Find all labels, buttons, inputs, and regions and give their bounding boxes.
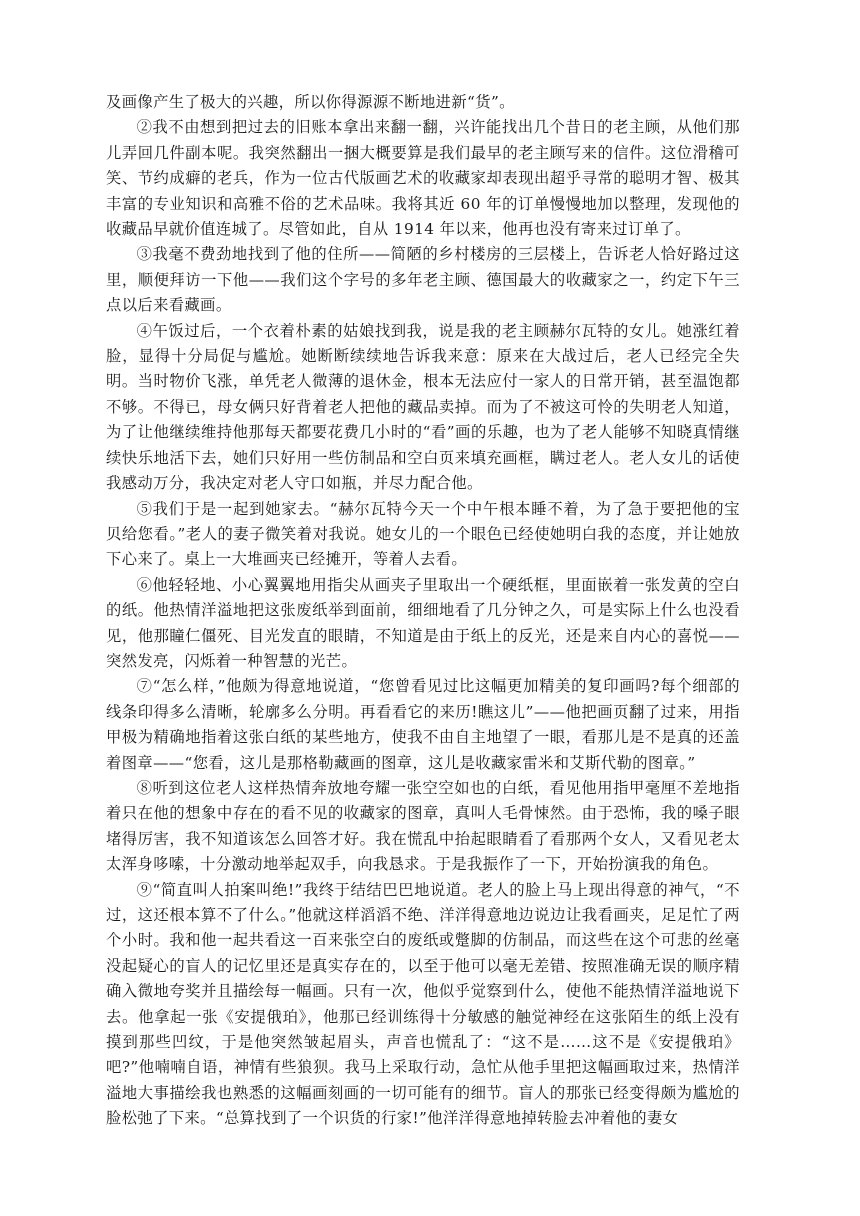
- paragraph-9: ⑨“简直叫人拍案叫绝!”我终于结结巴巴地说道。老人的脸上马上现出得意的神气，“不过，这还根本算不了什么。”他就这样滔滔不绝、洋洋得意地边说边让我看画夹，足足忙了两个小时。我和他一起共看这一百来张空白的废纸或蹩脚的仿制品，而这些在这个可悲的丝毫没起疑心的盲人的记忆里还是真实存在的，以至于他可以毫无差错、按照准确无误的顺序精确入微地夸奖并且描绘每一幅画。只有一次，他似乎觉察到什么，使他不能热情洋溢地说下去。他拿起一张《安提俄珀》，他那已经训练得十分敏感的触觉神经在这张陌生的纸上没有摸到那些凹纹，于是他突然皱起眉头，声音也慌乱了：“这不是……这不是《安提俄珀》吧?”他喃喃自语，神情有些狼狈。我马上采取行动，急忙从他手里把这幅画取过来，热情洋溢地大事描绘我也熟悉的这幅画刻画的一切可能有的细节。盲人的那张已经变得颇为尴尬的脸松弛了下来。“总算找到了一个识货的行家!”他洋洋得意地掉转脸去冲着他的妻女: [106, 880, 740, 1128]
- paragraph-6: ⑥他轻轻地、小心翼翼地用指尖从画夹子里取出一个硬纸框，里面嵌着一张发黄的空白的纸。他热情洋溢地把这张废纸举到面前，细细地看了几分钟之久，可是实际上什么也没看见，他那瞳仁僵死、目光发直的眼睛，不知道是由于纸上的反光，还是来自内心的喜悦——突然发亮，闪烁着一种智慧的光芒。: [106, 575, 740, 670]
- paragraph-8: ⑧听到这位老人这样热情奔放地夸耀一张空空如也的白纸，看见他用指甲毫厘不差地指着只在他的想象中存在的看不见的收藏家的图章，真叫人毛骨悚然。由于恐怖，我的嗓子眼堵得厉害，我不知道该怎么回答才好。我在慌乱中抬起眼睛看了看那两个女人，又看见老太太浑身哆嗦，十分激动地举起双手，向我恳求。于是我振作了一下，开始扮演我的角色。: [106, 778, 740, 874]
- paragraph-2: ②我不由想到把过去的旧账本拿出来翻一翻，兴许能找出几个昔日的老主顾，从他们那儿弄回几件副本呢。我突然翻出一捆大概要算是我们最早的老主顾写来的信件。这位滑稽可笑、节约成癖的老兵，作为一位古代版画艺术的收藏家却表现出超乎寻常的聪明才智、极其丰富的专业知识和高雅不俗的艺术品味。我将其近 60 年的订单慢慢地加以整理，发现他的收藏品早就价值连城了。尽管如此，自从 1914 年以来，他再也没有寄来过订单了。: [106, 118, 740, 239]
- paragraph-4: ④午饭过后，一个衣着朴素的姑娘找到我，说是我的老主顾赫尔瓦特的女儿。她涨红着脸，显得十分局促与尴尬。她断断续续地告诉我来意：原来在大战过后，老人已经完全失明。当时物价飞涨，单凭老人微薄的退休金，根本无法应付一家人的日常开销，甚至温饱都不够。不得已，母女俩只好背着老人把他的藏品卖掉。而为了不被这可怜的失明老人知道，为了让他继续维持他那每天都要花费几小时的“看”画的乐趣，也为了老人能够不知晓真情继续快乐地活下去，她们只好用一些仿制品和空白页来填充画框，瞒过老人。老人女儿的话使我感动万分，我决定对老人守口如瓶，并尽力配合他。: [106, 321, 740, 493]
- paragraph-3: ③我毫不费劲地找到了他的住所——简陋的乡村楼房的三层楼上，告诉老人恰好路过这里，顺便拜访一下他——我们这个字号的多年老主顾、德国最大的收藏家之一，约定下午三点以后来看藏画。: [106, 245, 740, 315]
- paragraph-continuation: 及画像产生了极大的兴趣，所以你得源源不断地进新“货”。: [106, 93, 515, 111]
- article-body: [106, 90, 740, 1132]
- paragraph-7: ⑦“怎么样，”他颇为得意地说道，“您曾看见过比这幅更加精美的复印画吗?每个细部的线条印得多么清晰，轮廓多么分明。再看看它的来历!瞧这儿”——他把画页翻了过来，用指甲极为精确地指着这张白纸的某些地方，使我不由自主地望了一眼，看那儿是不是真的还盖着图章——“您看，这儿是那格勒藏画的图章，这儿是收藏家雷米和艾斯代勒的图章。”: [106, 677, 740, 772]
- paragraph-5: ⑤我们于是一起到她家去。“赫尔瓦特今天一个中午根本睡不着，为了急于要把他的宝贝给您看。”老人的妻子微笑着对我说。她女儿的一个眼色已经使她明白我的态度，并让她放下心来了。桌上一大堆画夹已经摊开，等着人去看。: [106, 499, 740, 569]
